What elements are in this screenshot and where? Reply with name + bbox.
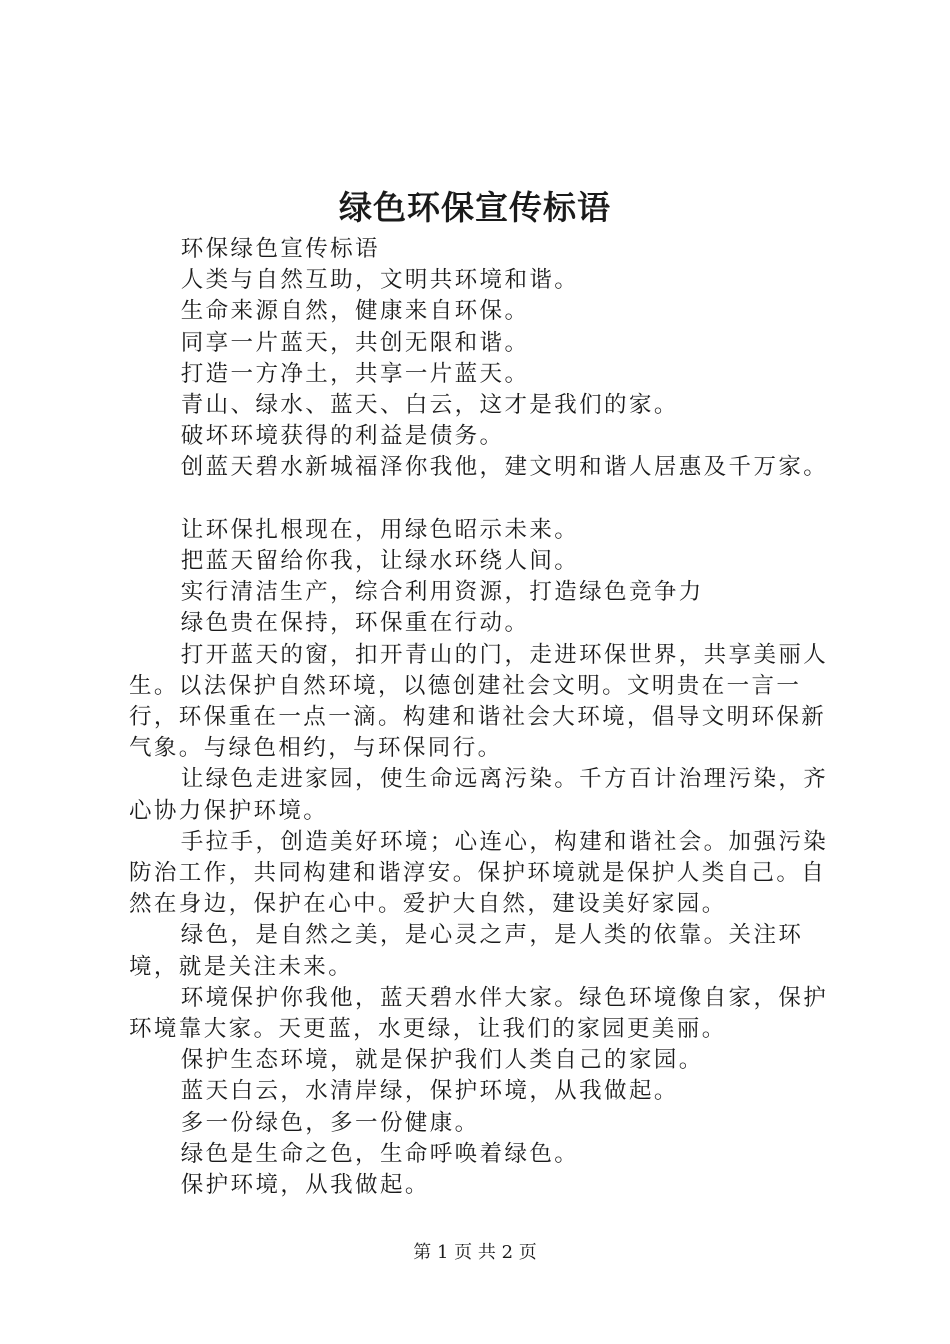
paragraph: 实行清洁生产，综合利用资源，打造绿色竞争力: [180, 579, 704, 606]
paragraph: 同享一片蓝天，共创无限和谐。: [180, 329, 530, 356]
paragraph: 蓝天白云，水清岸绿，保护环境，从我做起。: [180, 1078, 679, 1105]
paragraph: 让环保扎根现在，用绿色昭示未来。: [180, 516, 580, 543]
paragraph: 人类与自然互助，文明共环境和谐。: [180, 267, 580, 294]
paragraph: 环境保护你我他，蓝天碧水伴大家。绿色环境像自家，保护环境靠大家。天更蓝，水更绿，让我们的家园更美丽。: [129, 984, 829, 1043]
paragraph: 绿色是生命之色，生命呼唤着绿色。: [180, 1140, 580, 1167]
paragraph: 创蓝天碧水新城福泽你我他，建文明和谐人居惠及千万家。: [180, 454, 829, 481]
document-body: [129, 234, 833, 1201]
paragraph: 环保绿色宣传标语: [180, 236, 380, 262]
paragraph: 绿色，是自然之美，是心灵之声，是人类的依靠。关注环境，就是关注未来。: [129, 922, 804, 980]
paragraph: 青山、绿水、蓝天、白云，这才是我们的家。: [180, 392, 679, 419]
paragraph: 手拉手，创造美好环境；心连心，构建和谐社会。加强污染防治工作，共同构建和谐淳安。保护环境就是保护人类自己。自然在身边，保护在心中。爱护大自然，建设美好家园。: [129, 828, 829, 918]
paragraph: 保护环境，从我做起。: [180, 1172, 430, 1199]
paragraph: 打造一方净土，共享一片蓝天。: [180, 360, 530, 387]
paragraph: 把蓝天留给你我，让绿水环绕人间。: [180, 548, 580, 575]
page-footer: 第 1 页 共 2 页: [413, 1242, 537, 1263]
paragraph: 让绿色走进家园，使生命远离污染。千方百计治理污染，齐心协力保护环境。: [129, 766, 829, 824]
paragraph: 生命来源自然，健康来自环保。: [180, 298, 530, 325]
paragraph: 绿色贵在保持，环保重在行动。: [180, 610, 530, 637]
paragraph: 破坏环境获得的利益是债务。: [180, 423, 505, 450]
paragraph: 打开蓝天的窗，扣开青山的门，走进环保世界，共享美丽人生。以法保护自然环境，以德创建社会文明。文明贵在一言一行，环保重在一点一滴。构建和谐社会大环境，倡导文明环保新气象。与绿色相约，与环保同行。: [129, 641, 829, 762]
blank-line: [129, 484, 833, 515]
paragraph: 多一份绿色，多一份健康。: [180, 1109, 480, 1136]
paragraph: 保护生态环境，就是保护我们人类自己的家园。: [180, 1047, 704, 1074]
document-title: 绿色环保宣传标语: [339, 188, 611, 227]
